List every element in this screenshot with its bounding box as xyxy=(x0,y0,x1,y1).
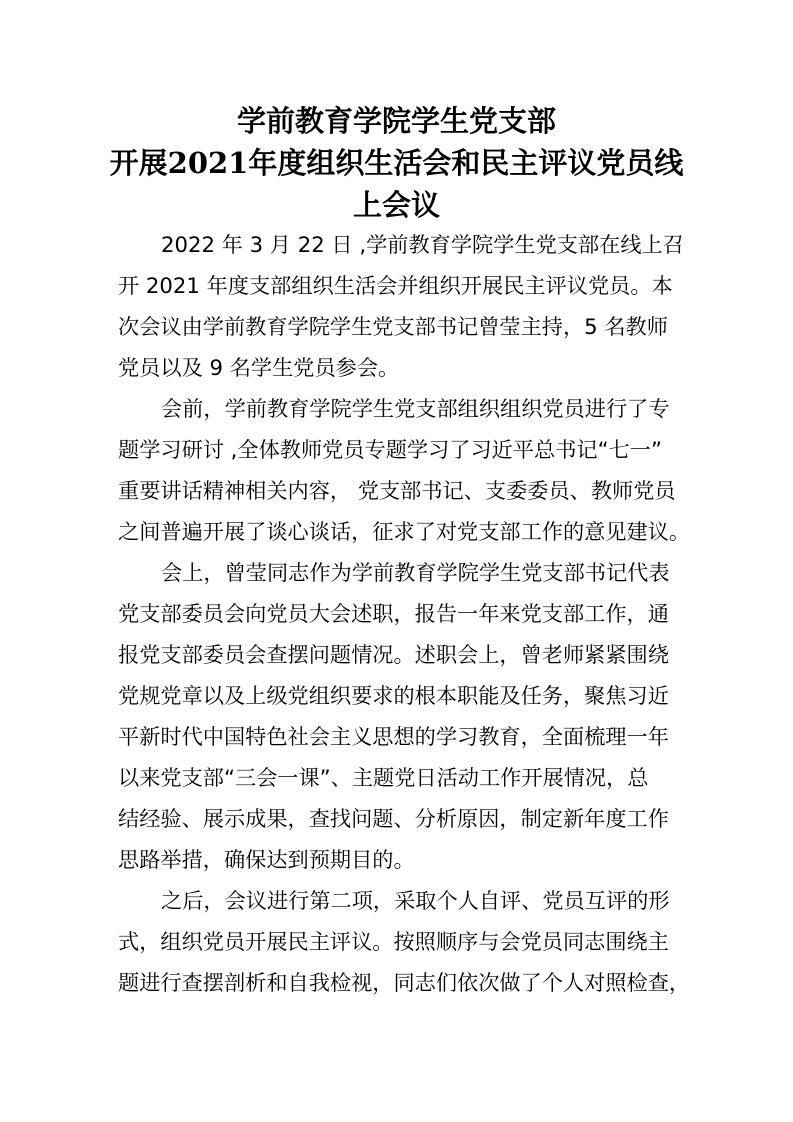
paragraph-3-line-8: 思路举措，确保达到预期目的。 xyxy=(118,847,415,872)
title-line-2: 开展2021年度组织生活会和民主评议党员线 xyxy=(109,146,684,180)
paragraph-3-line-4: 党规党章以及上级党组织要求的根本职能及任务，聚焦习近 xyxy=(118,683,669,708)
paragraph-2-line-4: 之间普遍开展了谈心谈话，征求了对党支部工作的意见建议。 xyxy=(118,519,691,544)
paragraph-4-line-1: 之后，会议进行第二项，采取个人自评、党员互评的形 xyxy=(161,888,670,913)
title-line-3: 上会议 xyxy=(352,188,440,222)
title-line-1: 学前教育学院学生党支部 xyxy=(236,104,556,138)
paragraph-1-line-3: 次会议由学前教育学院学生党支部书记曾莹主持，5 名教师 xyxy=(118,314,668,339)
paragraph-3-line-7: 结经验、展示成果，查找问题、分析原因，制定新年度工作 xyxy=(118,806,669,831)
paragraph-1-line-4: 党员以及 9 名学生党员参会。 xyxy=(118,355,400,380)
paragraph-1-line-2: 开 2021 年度支部组织生活会并组织开展民主评议党员。本 xyxy=(118,273,673,298)
paragraph-2-line-1: 会前，学前教育学院学生党支部组织组织党员进行了专 xyxy=(161,396,670,421)
paragraph-3-line-5: 平新时代中国特色社会主义思想的学习教育，全面梳理一年 xyxy=(118,724,669,749)
paragraph-3-line-2: 党支部委员会向党员大会述职，报告一年来党支部工作，通 xyxy=(118,601,669,626)
paragraph-4-line-2: 式，组织党员开展民主评议。按照顺序与会党员同志围绕主 xyxy=(118,929,669,954)
paragraph-1-line-1: 2022 年 3 月 22 日 ,学前教育学院学生党支部在线上召 xyxy=(161,232,684,257)
paragraph-2-line-3: 重要讲话精神相关内容， 党支部书记、支委委员、教师党员 xyxy=(118,478,676,503)
paragraph-2-line-2: 题学习研讨 ,全体教师党员专题学习了习近平总书记“七一” xyxy=(118,437,662,462)
paragraph-4-line-3: 题进行查摆剖析和自我检视，同志们依次做了个人对照检查， xyxy=(118,970,691,995)
paragraph-3-line-3: 报党支部委员会查摆问题情况。述职会上，曾老师紧紧围绕 xyxy=(118,642,669,667)
paragraph-3-line-6: 以来党支部“三会一课”、主题党日活动工作开展情况，总 xyxy=(118,765,649,790)
paragraph-3-line-1: 会上，曾莹同志作为学前教育学院学生党支部书记代表 xyxy=(161,560,670,585)
